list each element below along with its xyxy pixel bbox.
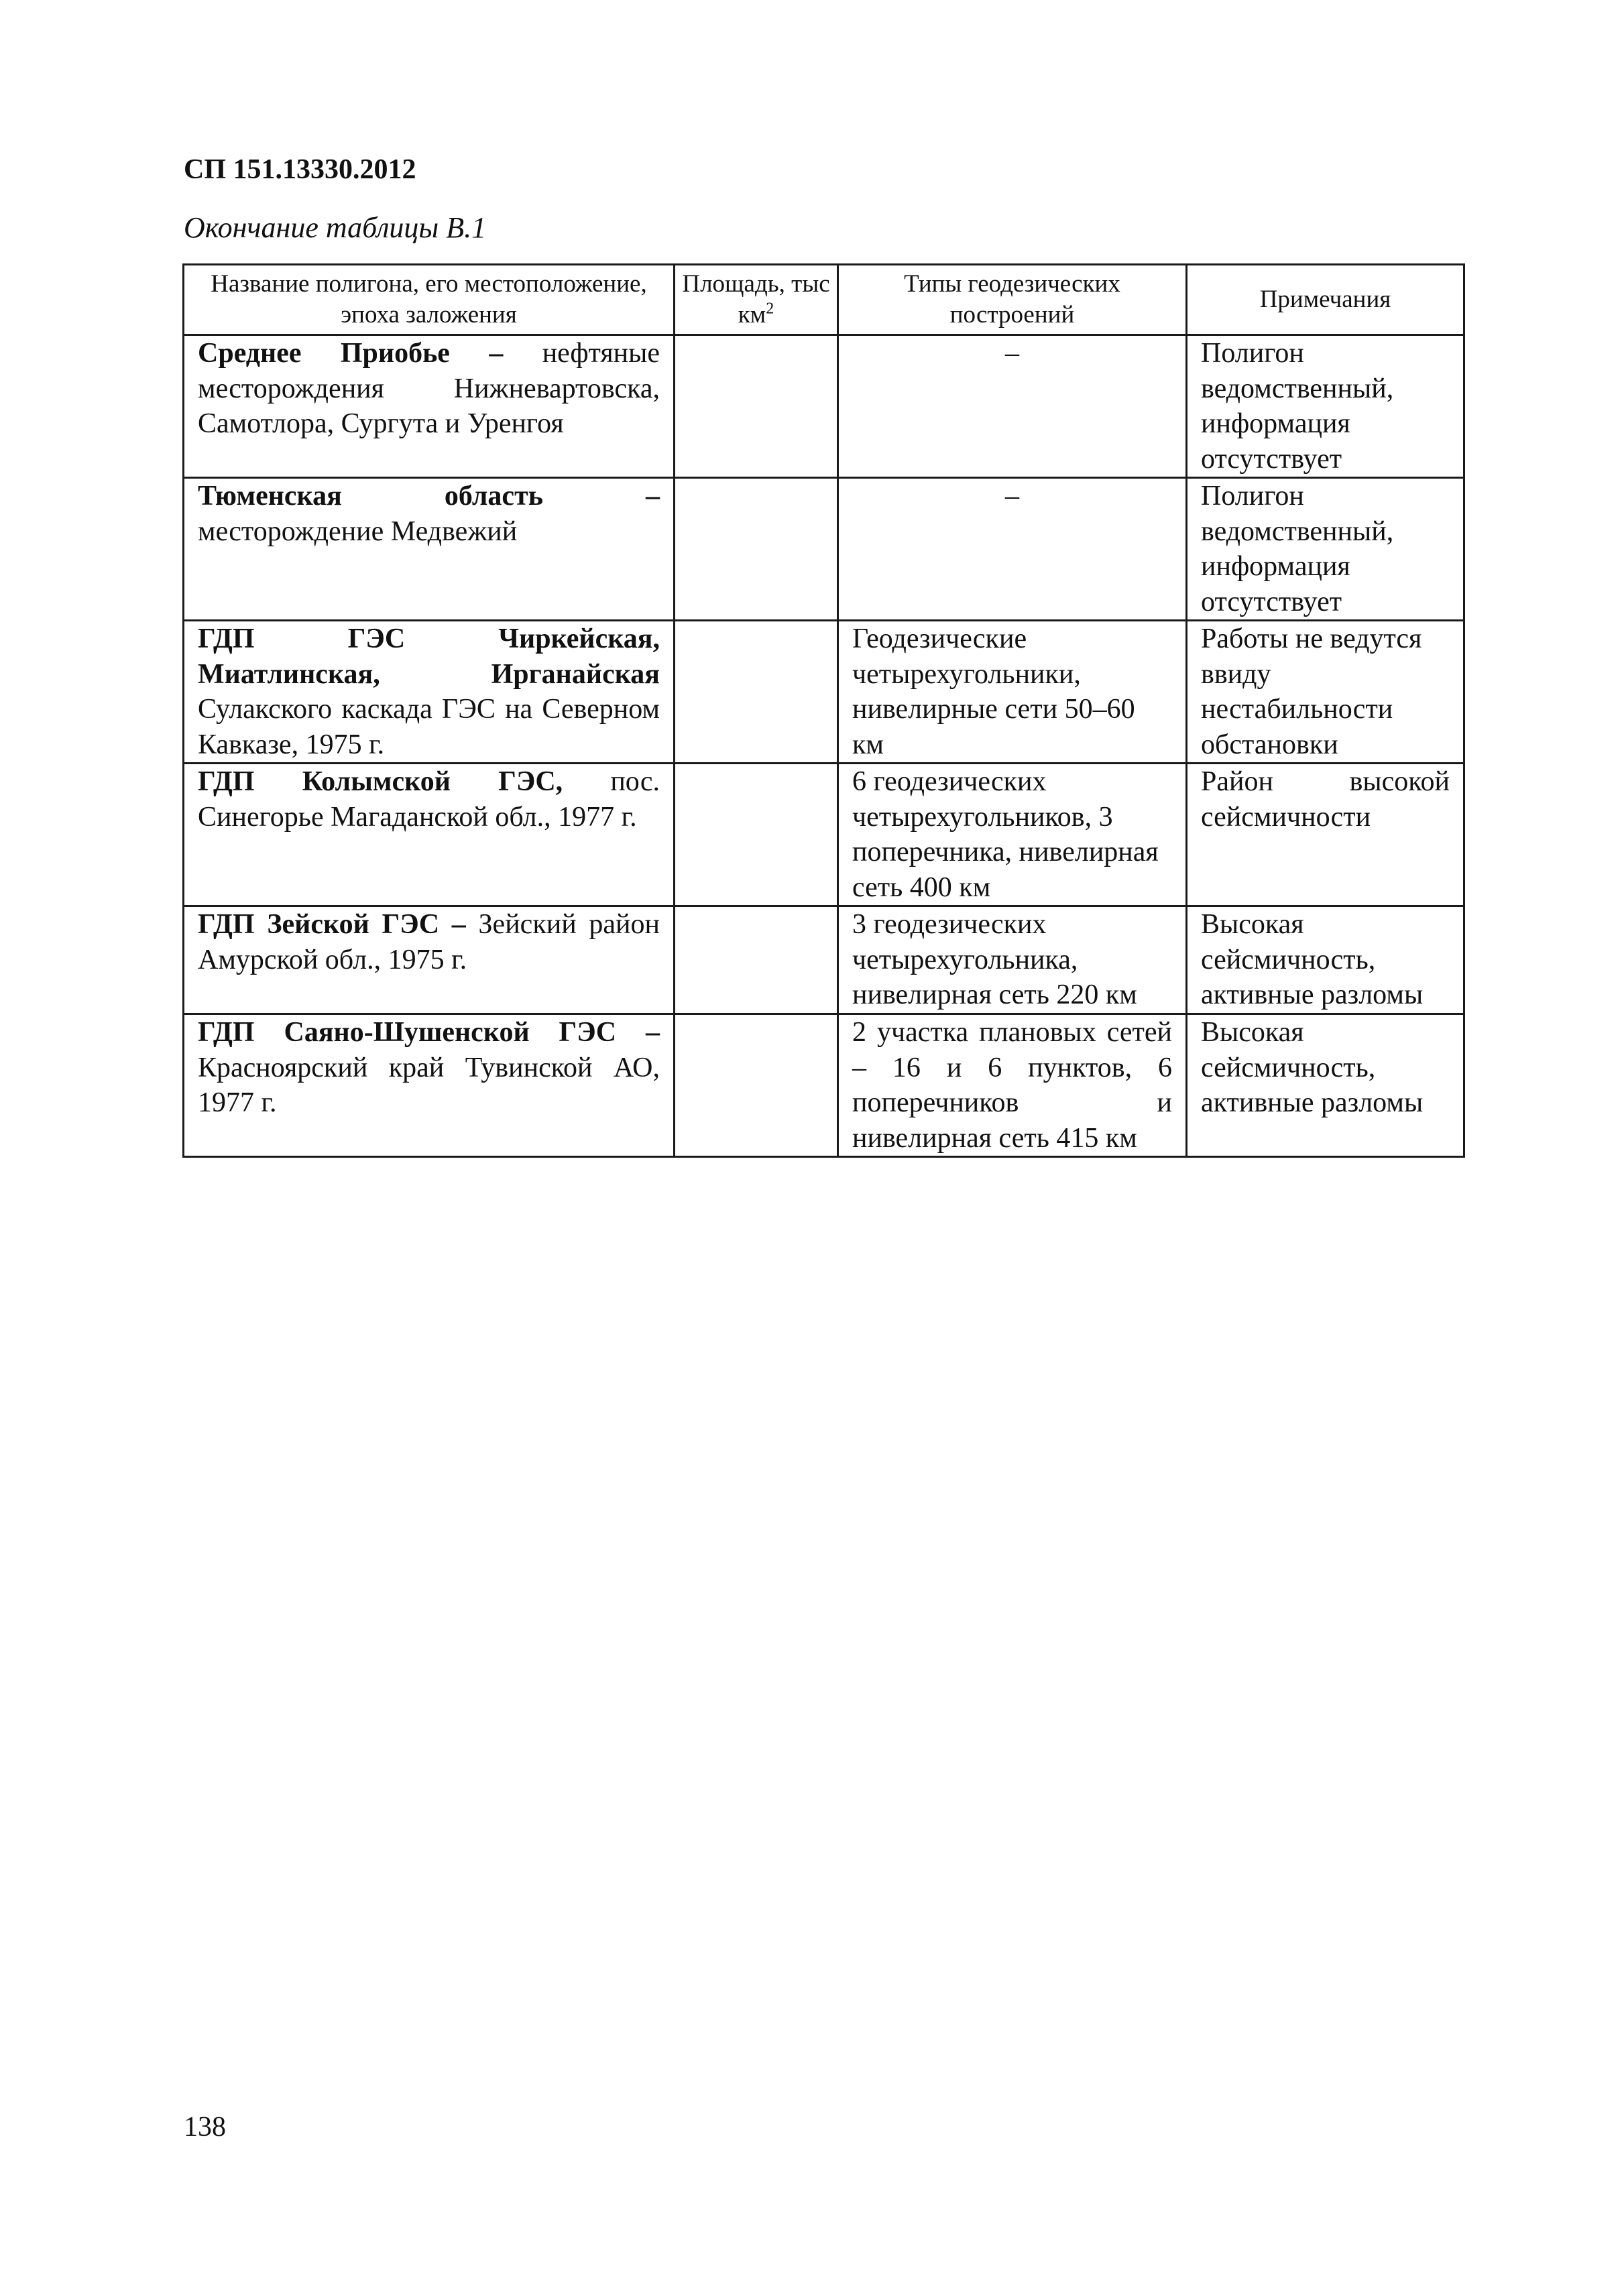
header-area-text: Площадь, тыс км — [682, 270, 830, 328]
cell-polygon-name — [184, 335, 675, 478]
table-row — [184, 335, 1464, 478]
header-polygon-name: Название полигона, его местоположение, эпоха заложения — [184, 265, 675, 335]
cell-construction-types: 6 геодезических четырехугольников, 3 поперечника, нивелирная сеть 400 км — [838, 764, 1187, 906]
table-row — [184, 764, 1464, 906]
cell-polygon-name — [184, 764, 675, 906]
cell-construction-types: – — [838, 335, 1187, 478]
table-row — [184, 478, 1464, 621]
polygon-name-bold: Среднее Приобье – — [198, 338, 504, 369]
cell-notes: Полигон ведомственный, информация отсутствует — [1187, 335, 1464, 478]
cell-area — [675, 478, 838, 621]
polygon-name-rest: Красноярский край Тувинской АО, 1977 г. — [198, 1052, 660, 1118]
polygon-name-bold: ГДП ГЭС Чиркейская, Миатлинская, Ирганайская — [198, 623, 660, 690]
header-area-superscript: 2 — [766, 300, 774, 318]
cell-notes: Высокая сейсмичность, активные разломы — [1187, 1014, 1464, 1157]
cell-polygon-name — [184, 621, 675, 764]
cell-construction-types: 3 геодезических четырехугольника, нивелирная сеть 220 км — [838, 906, 1187, 1014]
cell-area — [675, 621, 838, 764]
polygon-name-bold: ГДП Колымской ГЭС, — [198, 766, 563, 797]
cell-area — [675, 764, 838, 906]
table-row — [184, 906, 1464, 1014]
polygon-name-rest: Сулакского каскада ГЭС на Северном Кавказе, 1975 г. — [198, 694, 660, 760]
polygon-name-bold: Тюменская область – — [198, 481, 660, 511]
cell-area — [675, 335, 838, 478]
cell-polygon-name — [184, 478, 675, 621]
cell-notes: Высокая сейсмичность, активные разломы — [1187, 906, 1464, 1014]
cell-construction-types: Геодезические четырехугольники, нивелирные сети 50–60 км — [838, 621, 1187, 764]
cell-area — [675, 1014, 838, 1157]
polygon-name-rest: месторождение Медвежий — [198, 516, 518, 547]
polygon-name-rest: Зейский район Амурской обл., 1975 г. — [198, 909, 660, 975]
cell-notes: Полигон ведомственный, информация отсутствует — [1187, 478, 1464, 621]
header-construction-types: Типы геодезических построений — [838, 265, 1187, 335]
cell-construction-types: 2 участка плановых сетей – 16 и 6 пунктов, 6 поперечников и нивелирная сеть 415 км — [838, 1014, 1187, 1157]
cell-polygon-name — [184, 906, 675, 1014]
table-header-row — [184, 265, 1464, 335]
table-row — [184, 621, 1464, 764]
polygon-name-rest: нефтяные месторождения Нижневартовска, Самотлора, Сургута и Уренгоя — [198, 338, 660, 439]
header-area — [675, 265, 838, 335]
table-row — [184, 1014, 1464, 1157]
polygon-name-bold: ГДП Саяно-Шушенской ГЭС – — [198, 1017, 660, 1048]
document-code: СП 151.13330.2012 — [184, 154, 416, 185]
polygon-table — [182, 263, 1465, 1158]
table-caption: Окончание таблицы В.1 — [184, 211, 487, 244]
header-notes: Примечания — [1187, 265, 1464, 335]
cell-construction-types: – — [838, 478, 1187, 621]
cell-polygon-name — [184, 1014, 675, 1157]
page-number: 138 — [184, 2112, 226, 2142]
cell-notes: Район высокой сейсмичности — [1187, 764, 1464, 906]
cell-notes: Работы не ведутся ввиду нестабильности обстановки — [1187, 621, 1464, 764]
polygon-name-bold: ГДП Зейской ГЭС – — [198, 909, 466, 940]
cell-area — [675, 906, 838, 1014]
polygon-name-rest: пос. Синегорье Магаданской обл., 1977 г. — [198, 766, 660, 833]
table-container — [182, 263, 1463, 1158]
